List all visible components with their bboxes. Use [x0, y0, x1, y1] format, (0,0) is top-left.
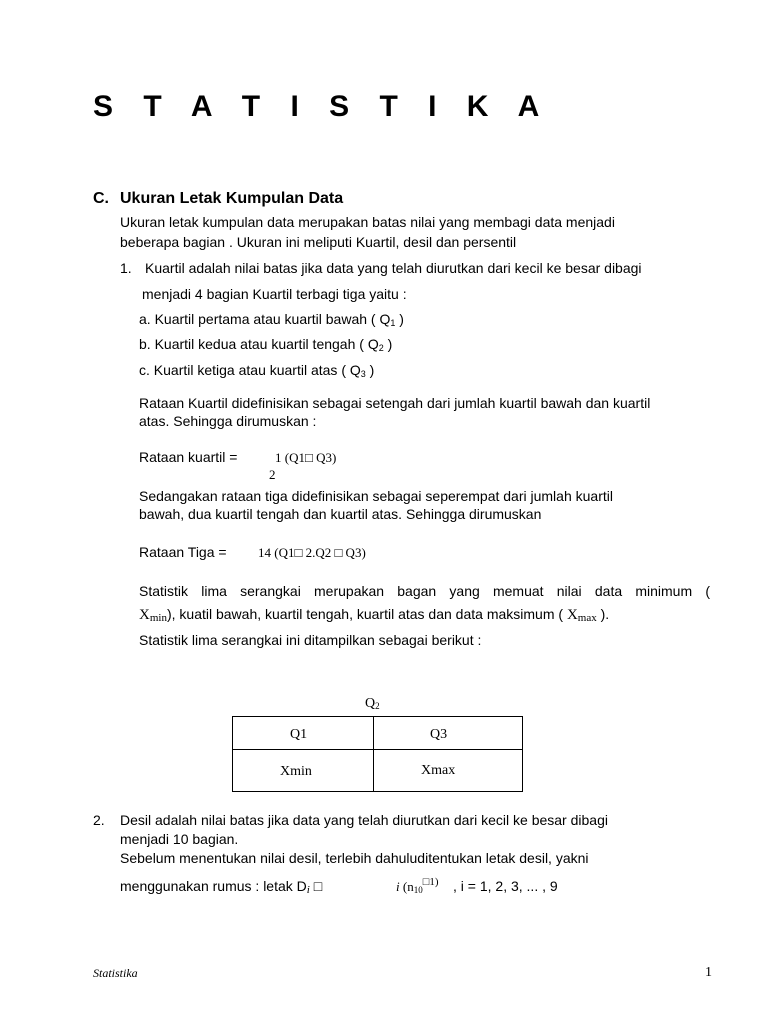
diagram-q3: Q3 [430, 727, 448, 742]
subitem-c [139, 361, 374, 379]
letak-symbol: □ [309, 878, 323, 894]
subitem-close: ) [395, 311, 404, 327]
subitem-marker: b. [139, 336, 151, 352]
item-1-line-2: menjadi 4 bagian Kuartil terbagi tiga yaitu : [142, 286, 407, 302]
xmax-symbol: X [566, 607, 578, 623]
desil-formula: i ($n_{10}^{□1)}$ [396, 876, 439, 895]
subitem-close: ) [383, 336, 393, 352]
rataan-tiga-label: Rataan Tiga = [139, 544, 227, 560]
footer-title: Statistika [93, 966, 138, 980]
diagram-q1: Q1 [290, 727, 308, 742]
intro-line-2: beberapa bagian . Ukuran ini meliputi Kuartil, desil dan persentil [120, 234, 517, 250]
intro-line-1: Ukuran letak kumpulan data merupakan batas nilai yang membagi data menjadi [120, 214, 615, 230]
subitem-b [139, 335, 392, 353]
xmax-subscript: max [577, 612, 597, 624]
tiga-def-line-2: bawah, dua kuartil tengah dan kuartil atas. Sehingga dirumuskan [139, 506, 542, 522]
item-2-number: 2. [93, 812, 105, 828]
rataan-kuartil-formula: 1 (Q1□ Q3) [275, 450, 337, 465]
xmin-symbol: X [139, 607, 150, 623]
lima-line-1: Statistik lima serangkai merupakan bagan yang memuat nilai data minimum ( [139, 583, 710, 599]
lima-line-2-text: ), kuatil bawah, kuartil tengah, kuartil atas dan data maksimum ( [166, 606, 567, 622]
tiga-def-line-1: Sedangakan rataan tiga didefinisikan sebagai seperempat dari jumlah kuartil [139, 488, 613, 504]
lima-line-2-end: ). [596, 606, 610, 622]
diagram-xmin: Xmin [280, 764, 312, 779]
rataan-kuartil-denominator: 2 [269, 467, 276, 482]
subitem-text: Kuartil kedua atau kuartil tengah ( Q [154, 336, 379, 352]
rataan-tiga-formula: 14 (Q1□ 2.Q2 □ Q3) [258, 545, 366, 560]
rataan-def-line-1: Rataan Kuartil didefinisikan sebagai setengah dari jumlah kuartil bawah dan kuartil [139, 395, 651, 411]
page-title: S T A T I S T I K A [93, 90, 551, 123]
section-heading: Ukuran Letak Kumpulan Data [120, 190, 344, 207]
subitem-close: ) [365, 362, 375, 378]
section-label: C. [93, 190, 109, 207]
subitem-marker: a. [139, 311, 151, 327]
diagram-xmax: Xmax [421, 763, 456, 778]
q2-subscript: 2 [375, 701, 380, 711]
lima-line-2 [139, 605, 609, 624]
rataan-kuartil-label: Rataan kuartil = [139, 449, 238, 465]
subscript: 1 [390, 318, 396, 328]
item-2-line-4 [120, 877, 322, 895]
subitem-a [139, 310, 404, 328]
item-2-line-2: menjadi 10 bagian. [120, 831, 239, 847]
subitem-text: Kuartil pertama atau kuartil bawah ( Q [154, 311, 391, 327]
item-1-line-1: Kuartil adalah nilai batas jika data yang telah diurutkan dari kecil ke besar dibagi [145, 260, 642, 276]
item-1-number: 1. [120, 260, 132, 276]
rataan-def-line-2: atas. Sehingga dirumuskan : [139, 413, 317, 429]
subitem-marker: c. [139, 362, 150, 378]
item-2-line-1: Desil adalah nilai batas jika data yang telah diurutkan dari kecil ke besar dibagi [120, 812, 608, 828]
desil-index-range: , i = 1, 2, 3, ... , 9 [453, 878, 558, 894]
diagram-horizontal-divider [233, 749, 522, 750]
diagram-vertical-divider [373, 717, 374, 791]
letak-text: menggunakan rumus : letak D [120, 878, 307, 894]
xmin-subscript: min [149, 612, 167, 624]
subscript: 2 [378, 343, 384, 353]
n10-subscript: 10 [413, 885, 423, 895]
five-number-summary-box [232, 716, 523, 792]
subitem-text: Kuartil ketiga atau kuartil atas ( Q [153, 362, 361, 378]
desil-subscript: i [306, 884, 310, 896]
item-2-line-3: Sebelum menentukan nilai desil, terlebih dahuluditentukan letak desil, yakni [120, 850, 589, 866]
diagram-q2-label: $Q_2$ [365, 696, 380, 711]
page-number: 1 [705, 965, 712, 980]
formula-superscript: □1) [422, 876, 439, 888]
lima-line-3: Statistik lima serangkai ini ditampilkan sebagai berikut : [139, 632, 482, 648]
subscript: 3 [360, 369, 366, 379]
